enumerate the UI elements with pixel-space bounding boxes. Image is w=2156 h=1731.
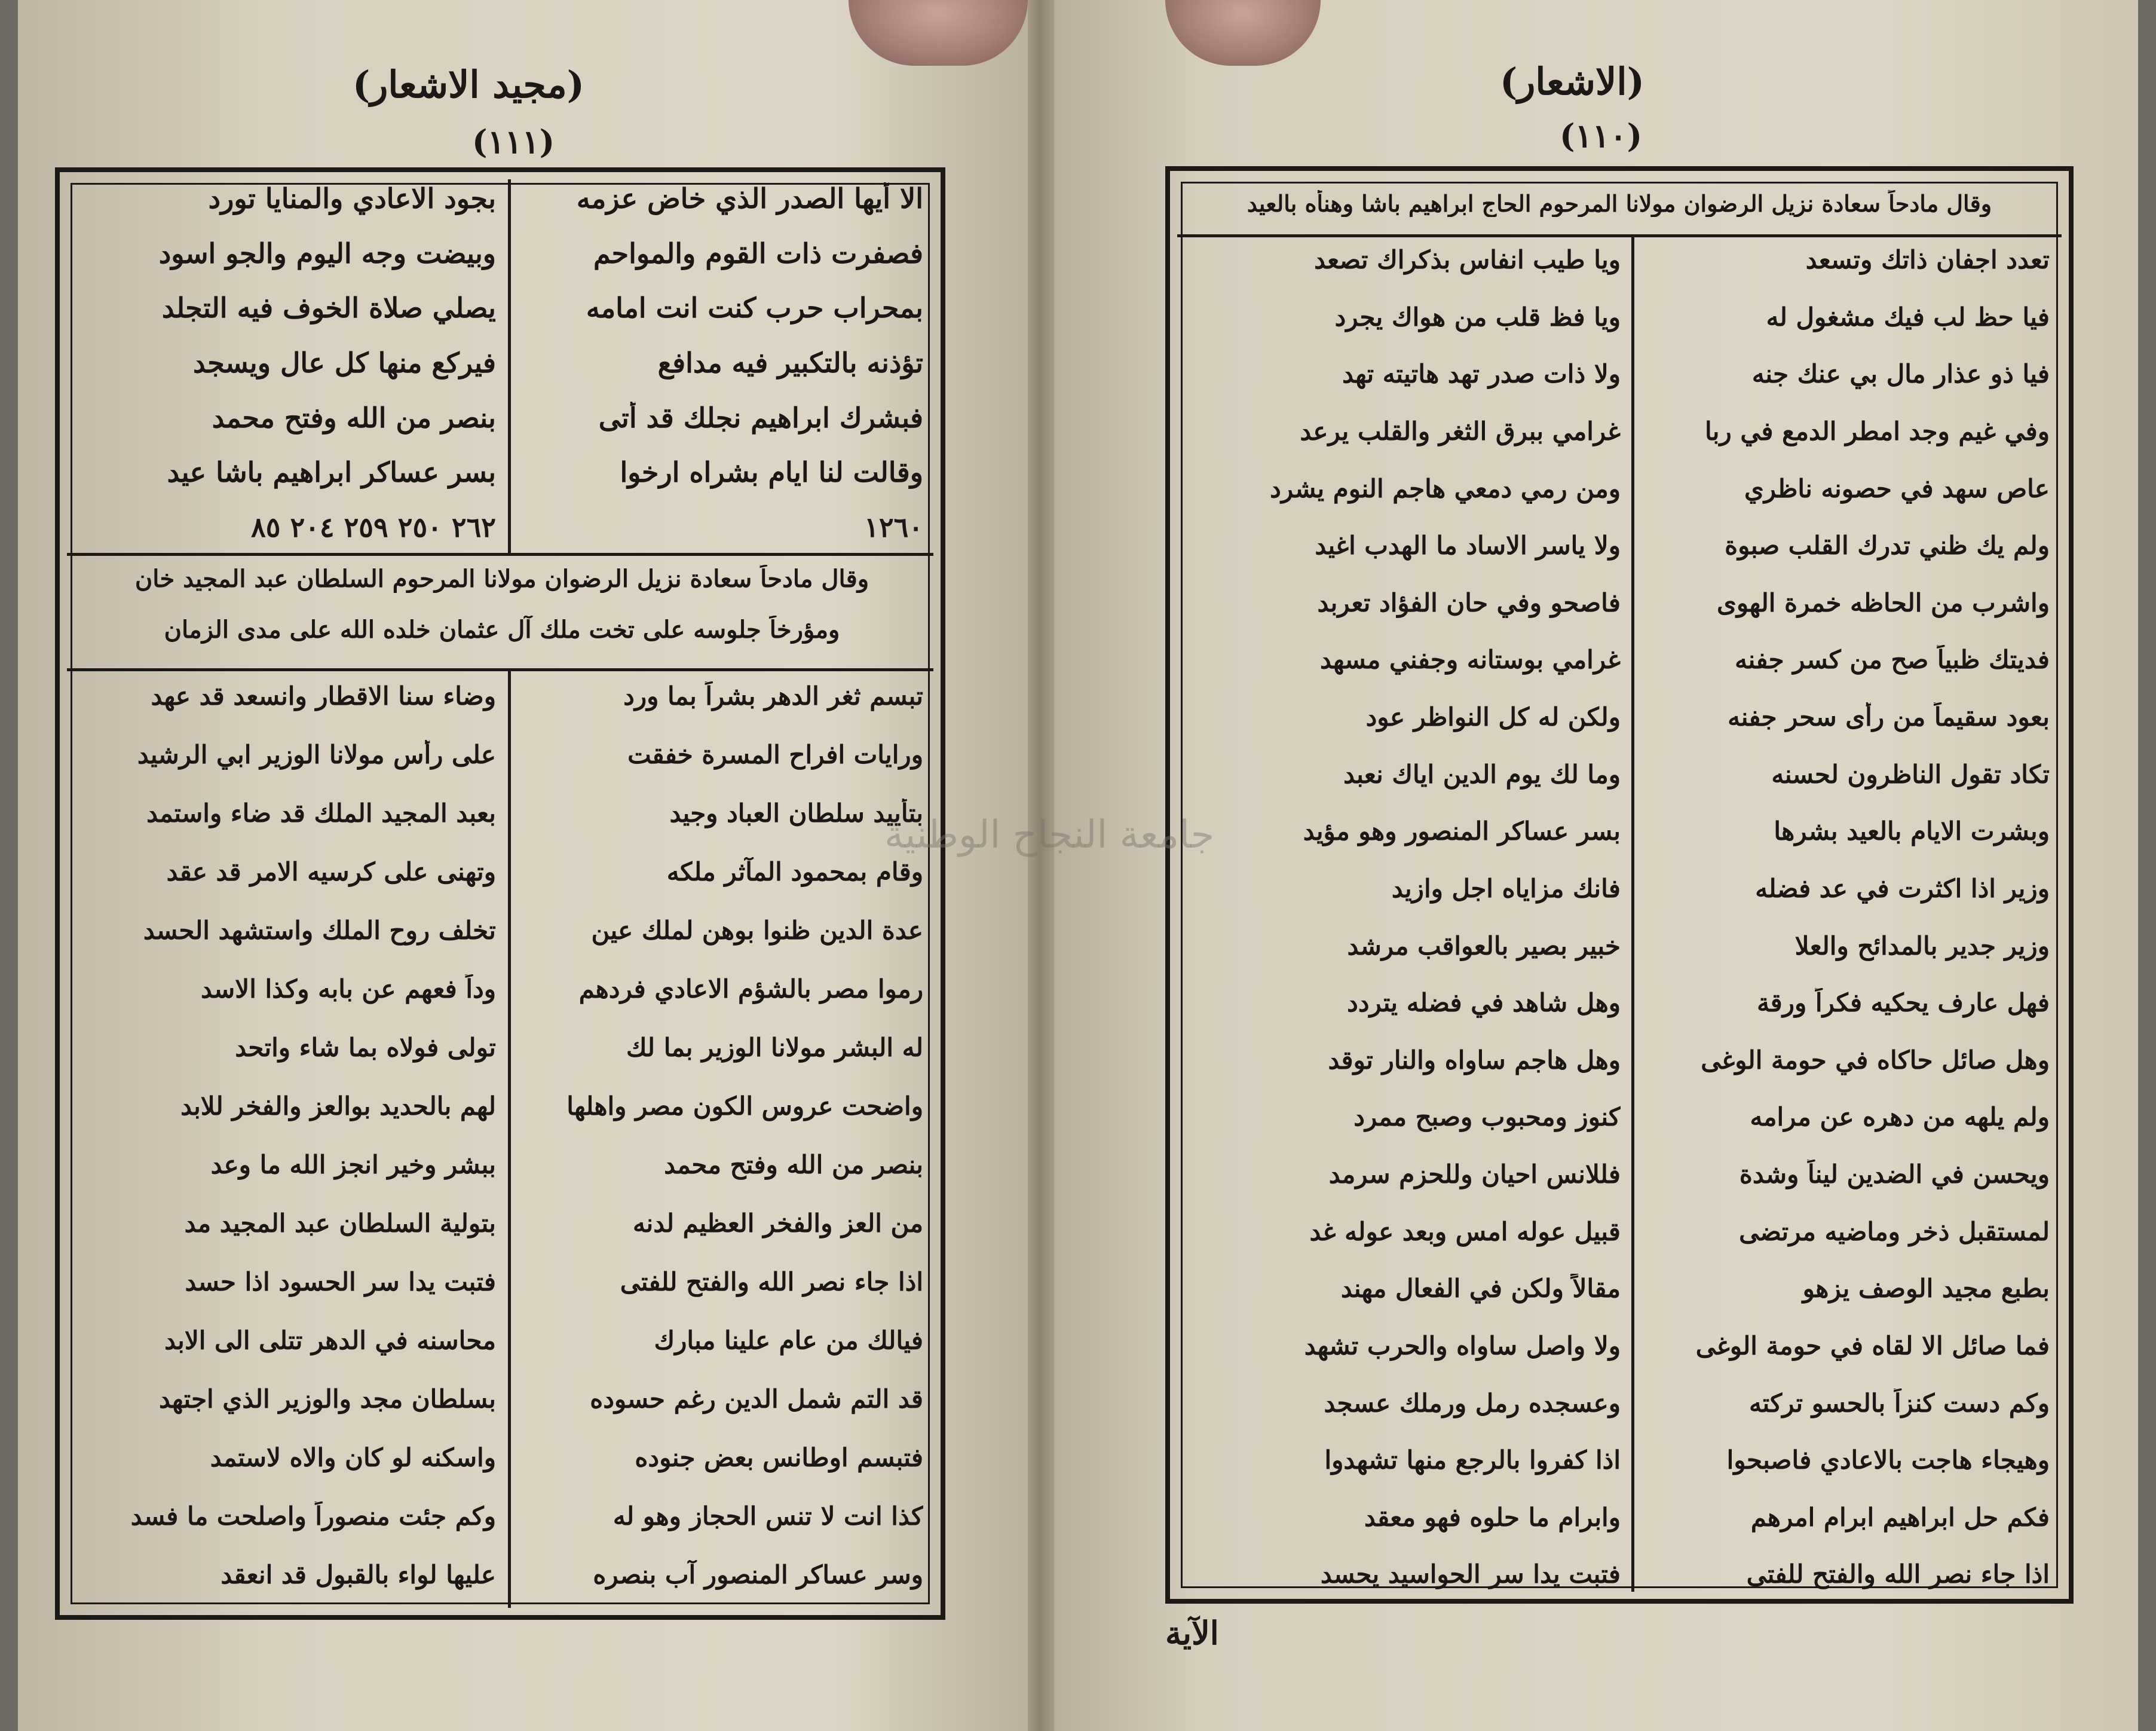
verse-line: بنصر من الله وفتح محمد <box>664 1149 923 1179</box>
verse-line: ولا واصل ساواه والحرب تشهد <box>1304 1331 1621 1360</box>
verse-line: كذا انت لا تنس الحجاز وهو له <box>612 1501 923 1531</box>
verse-line: كنوز ومحبوب وصبح ممرد <box>1353 1102 1621 1132</box>
page-signature: الآية <box>1165 1614 1219 1652</box>
verse-line: واشرب من الحاظه خمرة الهوى <box>1717 588 2050 617</box>
left-top-column-divider <box>508 179 511 553</box>
book-gutter <box>1028 0 1054 1731</box>
verse-line: ولكن له كل النواظر عود <box>1365 702 1621 732</box>
verse-line: لمستقبل ذخر وماضيه مرتضى <box>1739 1216 2050 1246</box>
verse-line: تؤذنه بالتكبير فيه مدافع <box>657 346 923 379</box>
verse-line: بسلطان مجد والوزير الذي اجتهد <box>159 1384 496 1414</box>
verse-line: ويحسن في الضدين ليناً وشدة <box>1739 1160 2050 1189</box>
verse-line: وفي غيم وجد امطر الدمع في ربا <box>1705 416 2050 446</box>
right-caption-rule <box>1177 234 2062 237</box>
verse-line: وقالت لنا ايام بشراه ارخوا <box>620 456 923 489</box>
verse-line: وبيضت وجه اليوم والجو اسود <box>158 237 496 270</box>
book-spread <box>18 0 2138 1731</box>
verse-line: بسر عساكر ابراهيم باشا عيد <box>167 456 496 489</box>
verse-line: فاصحو وفي حان الفؤاد تعربد <box>1317 588 1621 617</box>
verse-line: محاسنه في الدهر تتلى الى الابد <box>164 1325 496 1355</box>
verse-line: بتولية السلطان عبد المجيد مد <box>184 1208 496 1238</box>
right-left-column <box>1190 245 1621 1590</box>
verse-line: فما صائل الا لقاه في حومة الوغى <box>1695 1331 2050 1360</box>
left-bottom-left-column <box>78 681 496 1590</box>
verse-line: بتأييد سلطان العباد وجيد <box>669 798 923 828</box>
verse-line: تخلف روح الملك واستشهد الحسد <box>143 915 496 945</box>
verse-line: وهل هاجم ساواه والنار توقد <box>1328 1045 1621 1075</box>
verse-line: واسكنه لو كان والاه لاستمد <box>210 1442 496 1472</box>
verse-line: فيا ذو عذار مال بي عنك جنه <box>1751 359 2050 389</box>
verse-line: وزير جدير بالمدائح والعلا <box>1794 931 2050 961</box>
verse-line: وضاء سنا الاقطار وانسعد قد عهد <box>151 681 496 711</box>
verse-line: وما لك يوم الدين اياك نعبد <box>1343 759 1621 789</box>
verse-line: على رأس مولانا الوزير ابي الرشيد <box>137 739 496 769</box>
verse-line: فيا حظ لب فيك مشغول له <box>1766 302 2050 332</box>
left-top-left-column <box>78 182 496 544</box>
verse-line: له البشر مولانا الوزير بما لك <box>626 1032 923 1062</box>
left-caption-line-1: وقال مادحاً سعادة نزيل الرضوان مولانا المرحوم السلطان عبد المجيد خان <box>134 565 869 593</box>
verse-line: عدة الدين ظنوا بوهن لملك عين <box>591 915 923 945</box>
verse-line: فانك مزاياه اجل وازيد <box>1391 873 1621 903</box>
right-page-number: (١١٠) <box>1560 117 1643 155</box>
verse-line: غرامي ببرق الثغر والقلب يرعد <box>1300 416 1621 446</box>
right-column-divider <box>1631 237 1634 1592</box>
verse-line: وعسجده رمل ورملك عسجد <box>1324 1388 1621 1418</box>
verse-line: بعبد المجيد الملك قد ضاء واستمد <box>146 798 496 828</box>
left-top-right-column <box>526 182 923 544</box>
verse-line: وهل شاهد في فضله يتردد <box>1347 988 1621 1018</box>
verse-line: اذا جاء نصر الله والفتح للفتى <box>1746 1559 2050 1589</box>
verse-line: لهم بالحديد بوالعز والفخر للابد <box>180 1091 496 1121</box>
verse-line: فتبسم اوطانس بعض جنوده <box>635 1442 923 1472</box>
left-bottom-column-divider <box>508 671 511 1608</box>
left-caption-bottom-rule <box>67 668 933 671</box>
verse-line: فتبت يدا سر الحواسيد يحسد <box>1320 1559 1621 1589</box>
verse-line: وتهنى على كرسيه الامر قد عقد <box>166 857 496 886</box>
left-page-header: (مجيد الاشعار) <box>353 63 585 106</box>
verse-line: ولا ذات صدر تهد هاتيته تهد <box>1342 359 1621 389</box>
verse-line: وسر عساكر المنصور آب بنصره <box>593 1559 923 1589</box>
verse-line: بمحراب حرب كنت انت امامه <box>586 292 923 325</box>
verse-line: وقام بمحمود المآثر ملكه <box>666 857 923 886</box>
left-bottom-right-column <box>526 681 923 1590</box>
verse-line: فهل عارف يحكيه فكراً ورقة <box>1757 988 2050 1018</box>
verse-line: فيالك من عام علينا مبارك <box>654 1325 923 1355</box>
verse-line: عاص سهد في حصونه ناظري <box>1744 473 2050 503</box>
verse-line: فكم حل ابراهيم ابرام امرهم <box>1750 1502 2050 1532</box>
verse-line: غرامي بوستانه وجفني مسهد <box>1320 645 1621 675</box>
verse-line: وهيجاء هاجت بالاعادي فاصبحوا <box>1726 1445 2050 1475</box>
verse-line: مقالاً ولكن في الفعال مهند <box>1340 1274 1621 1304</box>
left-caption-top-rule <box>67 553 933 556</box>
verse-line: ويا فظ قلب من هواك يجرد <box>1334 302 1621 332</box>
verse-line: بسر عساكر المنصور وهو مؤيد <box>1303 816 1621 846</box>
verse-line: رموا مصر بالشؤم الاعادي فردهم <box>578 974 923 1004</box>
verse-line: وزير اذا اكثرت في عد فضله <box>1755 873 2050 903</box>
verse-line: فتبت يدا سر الحسود اذا حسد <box>185 1267 496 1296</box>
verse-line: ببشر وخير انجز الله ما وعد <box>210 1149 496 1179</box>
verse-line: تولى فولاه بما شاء واتحد <box>235 1032 496 1062</box>
verse-line: فللانس احيان وللحزم سرمد <box>1328 1160 1621 1189</box>
right-page <box>1034 0 2138 1731</box>
watermark: جامعة النجاح الوطنية <box>884 813 1215 857</box>
verse-line: وهل صائل حاكاه في حومة الوغى <box>1701 1045 2050 1075</box>
verse-line: ١٢٦٠ <box>864 510 923 543</box>
right-page-header: (الاشعار) <box>1500 60 1644 103</box>
left-page <box>18 0 1034 1731</box>
verse-line: ولم يك ظني تدرك القلب صبوة <box>1725 531 2050 561</box>
verse-line: بطبع مجيد الوصف يزهو <box>1802 1274 2050 1304</box>
verse-line: ومن رمي دمعي هاجم النوم يشرد <box>1270 473 1621 503</box>
verse-line: فصفرت ذات القوم والمواحم <box>593 237 923 270</box>
verse-line: يصلي صلاة الخوف فيه التجلد <box>161 292 496 325</box>
verse-line: تبسم ثغر الدهر بشراً بما ورد <box>623 681 923 711</box>
verse-line: فيركع منها كل عال ويسجد <box>193 346 496 379</box>
verse-line: وكم جئت منصوراً واصلحت ما فسد <box>130 1501 496 1531</box>
verse-line: اذا كفروا بالرجع منها تشهدوا <box>1324 1445 1621 1475</box>
verse-line: بعود سقيماً من رأى سحر جفنه <box>1728 702 2050 732</box>
right-right-column <box>1649 245 2050 1590</box>
verse-line: ويا طيب انفاس بذكراك تصعد <box>1314 245 1621 274</box>
verse-line: ولا ياسر الاساد ما الهدب اغيد <box>1315 531 1621 561</box>
verse-line: ولم يلهه من دهره عن مرامه <box>1750 1102 2050 1132</box>
verse-line: بجود الاعادي والمنايا تورد <box>208 182 496 215</box>
verse-line: من العز والفخر العظيم لدنه <box>633 1208 923 1238</box>
verse-line: قد التم شمل الدين رغم حسوده <box>590 1384 923 1414</box>
right-caption: وقال مادحاً سعادة نزيل الرضوان مولانا المرحوم الحاج ابراهيم باشا وهنأه بالعيد <box>1247 190 1992 217</box>
verse-line: وكم دست كنزاً بالحسو تركته <box>1749 1388 2050 1418</box>
verse-line: وبشرت الايام بالعيد بشرها <box>1774 816 2050 846</box>
verse-line: خبير بصير بالعواقب مرشد <box>1347 931 1621 961</box>
verse-line: واضحت عروس الكون مصر واهلها <box>566 1091 923 1121</box>
verse-line: فبشرك ابراهيم نجلك قد أتى <box>598 401 923 434</box>
verse-line: ٢٦٢ ٢٥٠ ٢٥٩ ٢٠٤ ٨٥ <box>251 510 496 543</box>
verse-line: وابرام ما حلوه فهو معقد <box>1364 1502 1621 1532</box>
verse-line: عليها لواء بالقبول قد انعقد <box>220 1559 496 1589</box>
verse-line: اذا جاء نصر الله والفتح للفتى <box>620 1267 923 1296</box>
verse-line: فديتك ظبياً صح من كسر جفنه <box>1735 645 2050 675</box>
left-caption-line-2: ومؤرخاً جلوسه على تخت ملك آل عثمان خلده الله على مدى الزمان <box>164 616 840 644</box>
verse-line: قبيل عوله امس وبعد عوله غد <box>1309 1216 1621 1246</box>
verse-line: الا أيها الصدر الذي خاض عزمه <box>576 182 923 215</box>
verse-line: تكاد تقول الناظرون لحسنه <box>1771 759 2050 789</box>
verse-line: تعدد اجفان ذاتك وتسعد <box>1805 245 2050 274</box>
verse-line: ورايات افراح المسرة خفقت <box>627 739 923 769</box>
verse-line: وداً فعهم عن بابه وكذا الاسد <box>201 974 496 1004</box>
left-page-number: (١١١) <box>472 123 555 161</box>
verse-line: بنصر من الله وفتح محمد <box>212 401 496 434</box>
